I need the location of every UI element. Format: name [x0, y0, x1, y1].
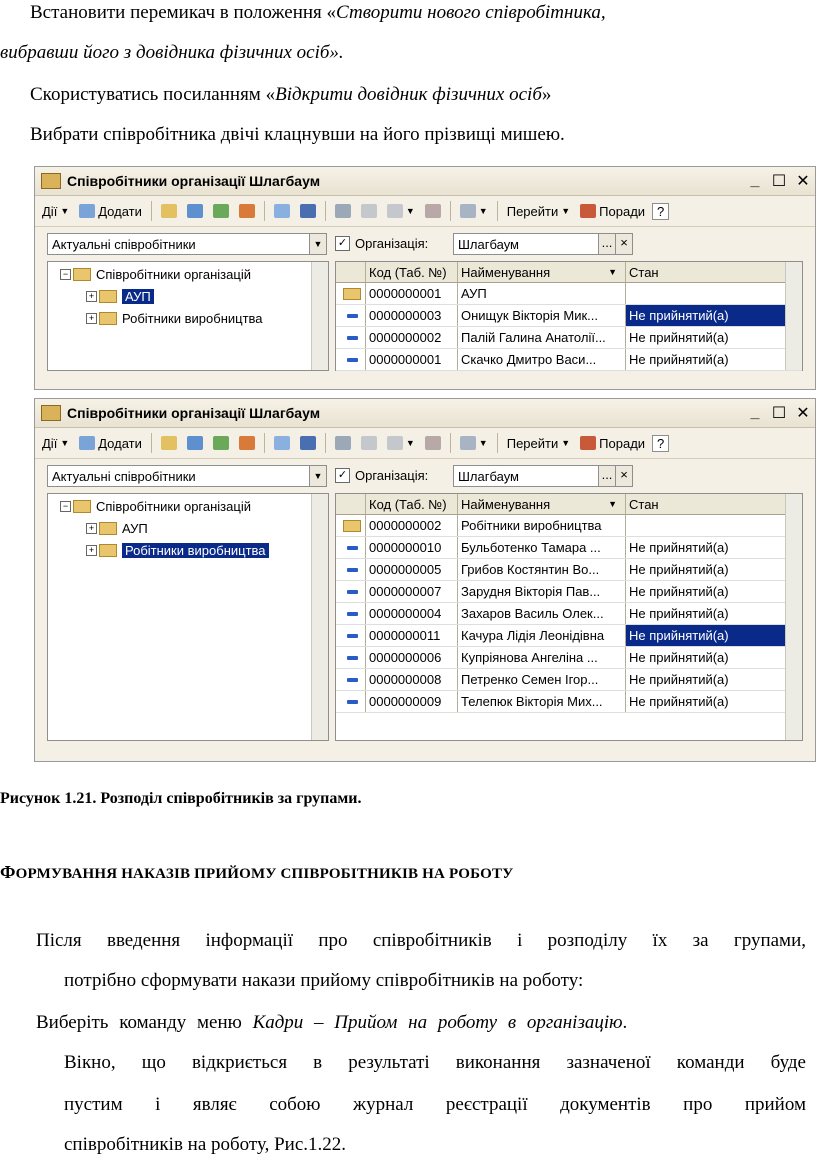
cell-status — [626, 283, 792, 304]
close-icon[interactable]: ✕ — [796, 405, 810, 422]
window-icon — [41, 173, 61, 189]
goto-label: Перейти — [506, 203, 559, 219]
item-icon — [347, 314, 358, 318]
window-icon — [41, 405, 61, 421]
row-item-cell — [336, 647, 366, 668]
cell-status: Не прийнятий(а) — [626, 305, 792, 326]
edit-button[interactable] — [210, 434, 232, 452]
header-name-label: Найменування — [461, 496, 551, 512]
add-icon — [79, 204, 95, 218]
level-up-button[interactable] — [297, 202, 319, 220]
paragraph-3-line-3 — [64, 1134, 346, 1156]
chevron-down-icon: ▼ — [561, 438, 571, 448]
print-button[interactable] — [457, 202, 491, 220]
cell-status: Не прийнятий(а) — [626, 669, 792, 690]
employees-table — [335, 493, 803, 741]
filter-value-icon — [361, 204, 377, 218]
add-group-button[interactable] — [158, 434, 180, 452]
expand-icon[interactable]: + — [86, 291, 97, 302]
intro-line-2-italic: вибравши його з довідника фізичних осіб». — [0, 42, 344, 63]
item-icon — [347, 358, 358, 362]
employees-window-1 — [34, 166, 816, 390]
filter-icon — [335, 204, 351, 218]
paragraph-2-text: Виберіть команду меню — [36, 1012, 253, 1033]
organization-label: Організація: — [355, 236, 429, 251]
filter-row — [35, 227, 815, 257]
row-item-cell — [336, 691, 366, 712]
folder-icon — [343, 288, 361, 300]
cell-code: 0000000010 — [366, 537, 458, 558]
item-icon — [347, 546, 358, 550]
cell-name: Захаров Василь Олек... — [458, 603, 626, 624]
paragraph-3-line-1 — [64, 1052, 806, 1074]
table-row[interactable] — [336, 669, 802, 691]
table-row[interactable] — [336, 691, 802, 713]
item-icon — [347, 590, 358, 594]
paragraph-3-line-2-text: пустим і являє собою журнал реєстрації документів про прийом — [64, 1094, 806, 1115]
chevron-down-icon: ▼ — [561, 206, 571, 216]
organization-field[interactable] — [453, 233, 633, 255]
folder-icon — [73, 268, 91, 281]
level-up-icon — [300, 436, 316, 450]
header-name[interactable] — [458, 494, 626, 514]
organization-label: Організація: — [355, 468, 429, 483]
tree-node-label: Робітники виробництва — [122, 310, 263, 326]
copy-button[interactable] — [184, 202, 206, 220]
row-folder-cell — [336, 283, 366, 304]
tree-node-label: Співробітники організацій — [96, 266, 251, 282]
cell-status: Не прийнятий(а) — [626, 603, 792, 624]
add-label: Додати — [98, 203, 142, 219]
expand-icon[interactable]: + — [86, 545, 97, 556]
row-item-cell — [336, 305, 366, 326]
actions-menu-button[interactable] — [39, 202, 72, 221]
help-button[interactable] — [652, 435, 669, 452]
paragraph-3-line-2 — [64, 1094, 806, 1116]
item-icon — [347, 612, 358, 616]
hierarchy-icon — [274, 436, 290, 450]
intro-line-3-italic: Відкрити довідник фізичних осіб — [275, 84, 542, 105]
employees-filter-select[interactable] — [47, 465, 327, 487]
minimize-icon[interactable]: _ — [750, 404, 760, 421]
cell-code: 0000000011 — [366, 625, 458, 646]
table-row[interactable] — [336, 559, 802, 581]
toolbar-divider — [450, 433, 451, 453]
item-icon — [347, 568, 358, 572]
copy-button[interactable] — [184, 434, 206, 452]
paragraph-3-line-3-text: співробітників на роботу, Рис.1.22. — [64, 1134, 347, 1155]
cell-code: 0000000002 — [366, 515, 458, 536]
cell-status: Не прийнятий(а) — [626, 647, 792, 668]
cell-status — [626, 515, 792, 536]
print-button[interactable] — [457, 434, 491, 452]
collapse-icon[interactable]: − — [60, 269, 71, 280]
copy-icon — [187, 436, 203, 450]
table-row[interactable] — [336, 625, 802, 647]
chevron-down-icon: ▼ — [60, 206, 70, 216]
chevron-down-icon: ▼ — [405, 206, 415, 216]
tree-node-label: АУП — [122, 520, 148, 536]
clear-filter-icon — [425, 204, 441, 218]
hierarchy-button[interactable] — [271, 202, 293, 220]
actions-menu-button[interactable] — [39, 434, 72, 453]
cell-name: Робітники виробництва — [458, 515, 626, 536]
minimize-icon[interactable]: _ — [750, 172, 760, 189]
filter-button[interactable] — [332, 434, 354, 452]
tips-label: Поради — [599, 435, 646, 451]
paragraph-1-line-2-text: потрібно сформувати накази прийому співробітників на роботу: — [64, 970, 584, 991]
intro-line-2 — [0, 42, 344, 64]
filter-button[interactable] — [332, 202, 354, 220]
table-body — [336, 283, 802, 371]
tree-node-aup[interactable] — [86, 518, 148, 538]
copy-icon — [187, 204, 203, 218]
table-row[interactable] — [336, 537, 802, 559]
tree-node-root[interactable] — [60, 264, 251, 284]
goto-label: Перейти — [506, 435, 559, 451]
cell-name: АУП — [458, 283, 626, 304]
add-icon — [79, 436, 95, 450]
help-label: ? — [657, 435, 665, 451]
groups-tree — [47, 493, 329, 741]
cell-status: Не прийнятий(а) — [626, 581, 792, 602]
cell-code: 0000000006 — [366, 647, 458, 668]
cell-code: 0000000009 — [366, 691, 458, 712]
organization-field[interactable] — [453, 465, 633, 487]
filter-row — [35, 459, 815, 489]
expand-icon[interactable]: + — [86, 523, 97, 534]
clear-filter-icon — [425, 436, 441, 450]
level-up-icon — [300, 204, 316, 218]
edit-icon — [213, 204, 229, 218]
paragraph-1-line-1 — [36, 930, 806, 952]
section-heading-initial: Ф — [0, 862, 16, 882]
cell-code: 0000000007 — [366, 581, 458, 602]
organization-checkbox[interactable]: ✓ — [335, 468, 350, 483]
row-item-cell — [336, 625, 366, 646]
clear-filter-button[interactable] — [422, 202, 444, 220]
folder-icon — [73, 500, 91, 513]
header-icon-col — [336, 494, 366, 514]
table-row[interactable] — [336, 603, 802, 625]
intro-line-1-text: Встановити перемикач в положення « — [30, 2, 337, 23]
tree-node-label: АУП — [122, 289, 154, 304]
toolbar-divider — [151, 201, 152, 221]
clear-button[interactable]: × — [615, 466, 632, 486]
chevron-down-icon[interactable]: ▼ — [309, 466, 326, 486]
row-item-cell — [336, 669, 366, 690]
chevron-down-icon: ▼ — [60, 438, 70, 448]
toolbar-divider — [325, 201, 326, 221]
cell-name: Зарудня Вікторія Пав... — [458, 581, 626, 602]
cell-code: 0000000004 — [366, 603, 458, 624]
employees-table — [335, 261, 803, 371]
add-label: Додати — [98, 435, 142, 451]
header-name-label: Найменування — [461, 264, 551, 280]
cell-status: Не прийнятий(а) — [626, 625, 792, 646]
chevron-down-icon: ▼ — [405, 438, 415, 448]
intro-line-4 — [30, 124, 565, 146]
row-folder-cell — [336, 515, 366, 536]
cell-status: Не прийнятий(а) — [626, 327, 792, 348]
header-code[interactable]: Код (Таб. №) — [366, 262, 458, 282]
cell-code: 0000000001 — [366, 349, 458, 370]
goto-menu-button[interactable] — [504, 202, 573, 221]
cell-name: Качура Лідія Леонідівна — [458, 625, 626, 646]
paragraph-1-line-1-text: Після введення інформації про співробітників і розподілу їх за групами, — [36, 930, 806, 951]
row-item-cell — [336, 559, 366, 580]
folder-icon — [161, 204, 177, 218]
paragraph-2-italic: Кадри – Прийом на роботу в організацію — [252, 1012, 623, 1033]
add-group-button[interactable] — [158, 202, 180, 220]
intro-line-3 — [30, 84, 551, 106]
item-icon — [347, 700, 358, 704]
table-row[interactable] — [336, 349, 802, 371]
cell-name: Грибов Костянтин Во... — [458, 559, 626, 580]
cell-code: 0000000005 — [366, 559, 458, 580]
table-row[interactable] — [336, 327, 802, 349]
intro-line-3-text: Скористуватись посиланням « — [30, 84, 276, 105]
actions-label: Дії — [42, 203, 58, 219]
toolbar-divider — [450, 201, 451, 221]
add-button[interactable] — [76, 434, 145, 453]
edit-icon — [213, 436, 229, 450]
clear-button[interactable]: × — [615, 234, 632, 254]
tips-icon — [580, 204, 596, 218]
intro-line-1 — [30, 2, 606, 24]
delete-mark-button[interactable] — [236, 434, 258, 452]
cell-code: 0000000001 — [366, 283, 458, 304]
toolbar-divider — [151, 433, 152, 453]
cell-name: Петренко Семен Ігор... — [458, 669, 626, 690]
sort-icon: ▼ — [608, 267, 617, 277]
maximize-icon[interactable]: ☐ — [771, 405, 787, 422]
row-item-cell — [336, 349, 366, 370]
tree-node-workers[interactable] — [86, 308, 263, 328]
cell-code: 0000000002 — [366, 327, 458, 348]
table-header — [336, 262, 802, 283]
close-icon[interactable]: ✕ — [796, 173, 810, 190]
item-icon — [347, 656, 358, 660]
cell-status: Не прийнятий(а) — [626, 559, 792, 580]
hierarchy-icon — [274, 204, 290, 218]
delete-mark-button[interactable] — [236, 202, 258, 220]
cell-status: Не прийнятий(а) — [626, 349, 792, 370]
filter-value-button[interactable] — [358, 434, 380, 452]
collapse-icon[interactable]: − — [60, 501, 71, 512]
table-row-group[interactable] — [336, 515, 802, 537]
header-code[interactable]: Код (Таб. №) — [366, 494, 458, 514]
paragraph-2 — [36, 1012, 627, 1034]
cell-name: Бульботенко Тамара ... — [458, 537, 626, 558]
header-name[interactable] — [458, 262, 626, 282]
row-item-cell — [336, 327, 366, 348]
row-item-cell — [336, 537, 366, 558]
toolbar-divider — [325, 433, 326, 453]
window-titlebar[interactable] — [35, 399, 815, 428]
cell-name: Купріянова Ангеліна ... — [458, 647, 626, 668]
tree-scrollbar[interactable] — [311, 494, 328, 740]
item-icon — [347, 336, 358, 340]
tree-node-root[interactable] — [60, 496, 251, 516]
sort-icon: ▼ — [608, 499, 617, 509]
toolbar-divider — [264, 201, 265, 221]
tree-node-label: Співробітники організацій — [96, 498, 251, 514]
window-title: Співробітники організації Шлагбаум — [67, 173, 321, 189]
hierarchy-button[interactable] — [271, 434, 293, 452]
folder-icon — [99, 522, 117, 535]
tips-icon — [580, 436, 596, 450]
actions-label: Дії — [42, 435, 58, 451]
print-icon — [460, 204, 476, 218]
cell-status: Не прийнятий(а) — [626, 691, 792, 712]
tree-node-workers[interactable] — [86, 540, 269, 560]
cell-name: Палій Галина Анатолії... — [458, 327, 626, 348]
intro-line-1-italic: Створити нового співробітника, — [336, 2, 606, 23]
select-button[interactable]: ... — [598, 234, 615, 254]
toolbar-divider — [497, 201, 498, 221]
cell-code: 0000000008 — [366, 669, 458, 690]
employees-filter-select[interactable] — [47, 233, 327, 255]
filter-history-icon — [387, 204, 403, 218]
print-icon — [460, 436, 476, 450]
chevron-down-icon[interactable]: ▼ — [309, 234, 326, 254]
tree-node-aup[interactable] — [86, 286, 154, 306]
expand-icon[interactable]: + — [86, 313, 97, 324]
filter-icon — [335, 436, 351, 450]
help-button[interactable] — [652, 203, 669, 220]
row-item-cell — [336, 603, 366, 624]
header-icon-col — [336, 262, 366, 282]
toolbar-divider — [497, 433, 498, 453]
help-label: ? — [657, 203, 665, 219]
header-status[interactable]: Стан — [626, 262, 792, 282]
table-body — [336, 515, 802, 713]
cell-name: Телепюк Вікторія Мих... — [458, 691, 626, 712]
organization-checkbox[interactable]: ✓ — [335, 236, 350, 251]
folder-icon — [99, 544, 117, 557]
section-heading — [0, 862, 513, 883]
filter-history-icon — [387, 436, 403, 450]
intro-line-4-text: Вибрати співробітника двічі клацнувши на його прізвищі мишею. — [30, 124, 565, 145]
cell-name: Онищук Вікторія Мик... — [458, 305, 626, 326]
folder-icon — [99, 290, 117, 303]
table-row[interactable] — [336, 305, 802, 327]
table-row-group[interactable] — [336, 283, 802, 305]
table-header — [336, 494, 802, 515]
cell-code: 0000000003 — [366, 305, 458, 326]
window-title: Співробітники організації Шлагбаум — [67, 405, 321, 421]
chevron-down-icon: ▼ — [478, 206, 488, 216]
organization-value: Шлагбаум — [458, 468, 519, 484]
folder-icon — [161, 436, 177, 450]
delete-mark-icon — [239, 436, 255, 450]
filter-history-button[interactable] — [384, 202, 418, 220]
employees-window-2 — [34, 398, 816, 762]
cell-name: Скачко Дмитро Васи... — [458, 349, 626, 370]
tree-scrollbar[interactable] — [311, 262, 328, 370]
table-scrollbar[interactable] — [785, 494, 802, 740]
tips-button[interactable] — [577, 434, 648, 453]
tree-node-label: Робітники виробництва — [122, 543, 269, 558]
organization-value: Шлагбаум — [458, 236, 519, 252]
window-titlebar[interactable] — [35, 167, 815, 196]
item-icon — [347, 678, 358, 682]
section-heading-rest: ОРМУВАННЯ НАКАЗІВ ПРИЙОМУ СПІВРОБІТНИКІВ НА РОБОТУ — [15, 866, 514, 882]
table-row[interactable] — [336, 581, 802, 603]
employees-filter-value: Актуальні співробітники — [52, 468, 196, 484]
delete-mark-icon — [239, 204, 255, 218]
item-icon — [347, 634, 358, 638]
filter-value-icon — [361, 436, 377, 450]
intro-line-3-end: » — [541, 84, 552, 105]
paragraph-2-end: . — [622, 1012, 628, 1033]
tips-button[interactable] — [577, 202, 648, 221]
toolbar — [35, 428, 815, 459]
clear-filter-button[interactable] — [422, 434, 444, 452]
paragraph-1-line-2 — [64, 970, 583, 992]
select-button[interactable]: ... — [598, 466, 615, 486]
employees-filter-value: Актуальні співробітники — [52, 236, 196, 252]
goto-menu-button[interactable] — [504, 434, 573, 453]
folder-icon — [99, 312, 117, 325]
filter-value-button[interactable] — [358, 202, 380, 220]
chevron-down-icon: ▼ — [478, 438, 488, 448]
paragraph-3-line-1-text: Вікно, що відкриється в результаті виконання зазначеної команди буде — [64, 1052, 806, 1073]
tips-label: Поради — [599, 203, 646, 219]
cell-status: Не прийнятий(а) — [626, 537, 792, 558]
edit-button[interactable] — [210, 202, 232, 220]
add-button[interactable] — [76, 202, 145, 221]
maximize-icon[interactable]: ☐ — [771, 173, 787, 190]
folder-icon — [343, 520, 361, 532]
header-status[interactable]: Стан — [626, 494, 792, 514]
groups-tree — [47, 261, 329, 371]
figure-caption: Рисунок 1.21. Розподіл співробітників за групами. — [0, 790, 362, 807]
table-scrollbar[interactable] — [785, 262, 802, 370]
level-up-button[interactable] — [297, 434, 319, 452]
toolbar-divider — [264, 433, 265, 453]
toolbar — [35, 196, 815, 227]
table-row[interactable] — [336, 647, 802, 669]
row-item-cell — [336, 581, 366, 602]
filter-history-button[interactable] — [384, 434, 418, 452]
